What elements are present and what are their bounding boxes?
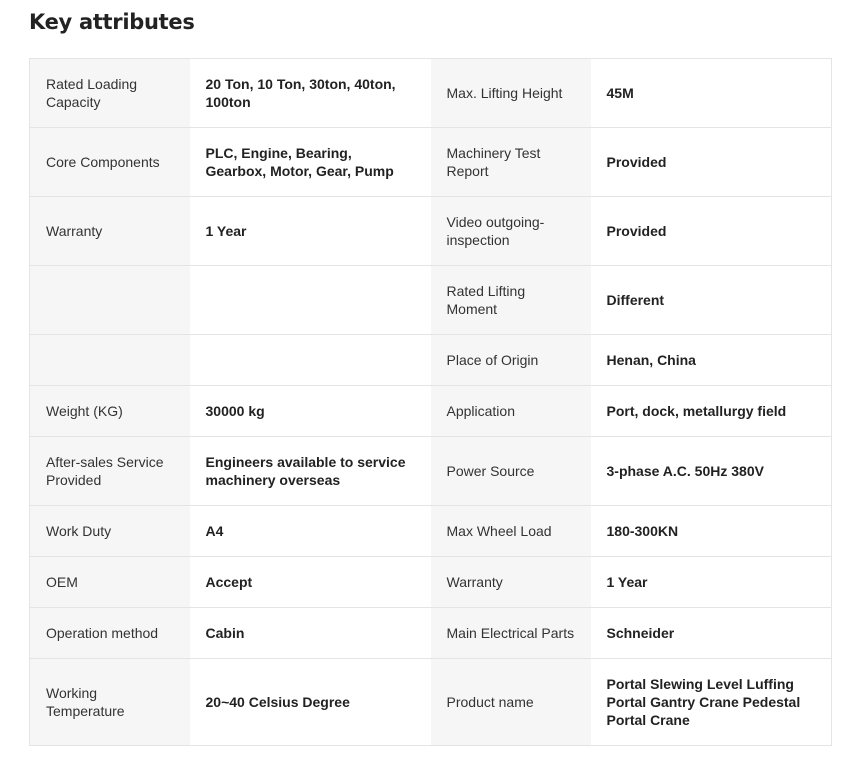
table-row: [30, 437, 832, 506]
attribute-key: Weight (KG): [30, 386, 190, 437]
table-row: [30, 506, 832, 557]
attribute-value: 1 Year: [591, 557, 832, 608]
attribute-value: Provided: [591, 128, 832, 197]
attribute-key: Work Duty: [30, 506, 190, 557]
attribute-value: 20~40 Celsius Degree: [190, 659, 431, 746]
attribute-value: Portal Slewing Level Luffing Portal Gantry Crane Pedestal Portal Crane: [591, 659, 832, 746]
attribute-key: Warranty: [431, 557, 591, 608]
attribute-key: Max Wheel Load: [431, 506, 591, 557]
attribute-key: Working Temperature: [30, 659, 190, 746]
attribute-value: 3-phase A.C. 50Hz 380V: [591, 437, 832, 506]
attribute-key: Place of Origin: [431, 335, 591, 386]
table-row: [30, 59, 832, 128]
attribute-value: 180-300KN: [591, 506, 832, 557]
attribute-value: Different: [591, 266, 832, 335]
attribute-value: PLC, Engine, Bearing, Gearbox, Motor, Gear, Pump: [190, 128, 431, 197]
attribute-key: After-sales Service Provided: [30, 437, 190, 506]
attribute-key: Max. Lifting Height: [431, 59, 591, 128]
attribute-value: Schneider: [591, 608, 832, 659]
attribute-value: Henan, China: [591, 335, 832, 386]
attribute-key: Power Source: [431, 437, 591, 506]
attribute-key: Rated Loading Capacity: [30, 59, 190, 128]
attribute-value: Engineers available to service machinery overseas: [190, 437, 431, 506]
attribute-key: Machinery Test Report: [431, 128, 591, 197]
attribute-value: Provided: [591, 197, 832, 266]
key-attributes-table: [29, 58, 832, 746]
section-title: Key attributes: [29, 10, 195, 34]
attribute-key: Main Electrical Parts: [431, 608, 591, 659]
table-row: [30, 659, 832, 746]
attribute-value: Port, dock, metallurgy field: [591, 386, 832, 437]
table-row: [30, 128, 832, 197]
attribute-key-obscured: [30, 335, 190, 386]
table-row: [30, 266, 832, 335]
attribute-key: Product name: [431, 659, 591, 746]
attribute-value: Cabin: [190, 608, 431, 659]
table-row: [30, 335, 832, 386]
attribute-value: Accept: [190, 557, 431, 608]
attribute-key: Warranty: [30, 197, 190, 266]
attribute-value: A4: [190, 506, 431, 557]
table-row: [30, 608, 832, 659]
table-row: [30, 197, 832, 266]
attribute-value: 20 Ton, 10 Ton, 30ton, 40ton, 100ton: [190, 59, 431, 128]
attribute-value-obscured: [190, 335, 431, 386]
attribute-key: OEM: [30, 557, 190, 608]
attribute-key-obscured: [30, 266, 190, 335]
attribute-key: Operation method: [30, 608, 190, 659]
attribute-key: Core Components: [30, 128, 190, 197]
attribute-value-obscured: [190, 266, 431, 335]
attribute-value: 45M: [591, 59, 832, 128]
attribute-value: 30000 kg: [190, 386, 431, 437]
attribute-key: Video outgoing-inspection: [431, 197, 591, 266]
attribute-key: Rated Lifting Moment: [431, 266, 591, 335]
table-row: [30, 557, 832, 608]
table-row: [30, 386, 832, 437]
attribute-key: Application: [431, 386, 591, 437]
attribute-value: 1 Year: [190, 197, 431, 266]
